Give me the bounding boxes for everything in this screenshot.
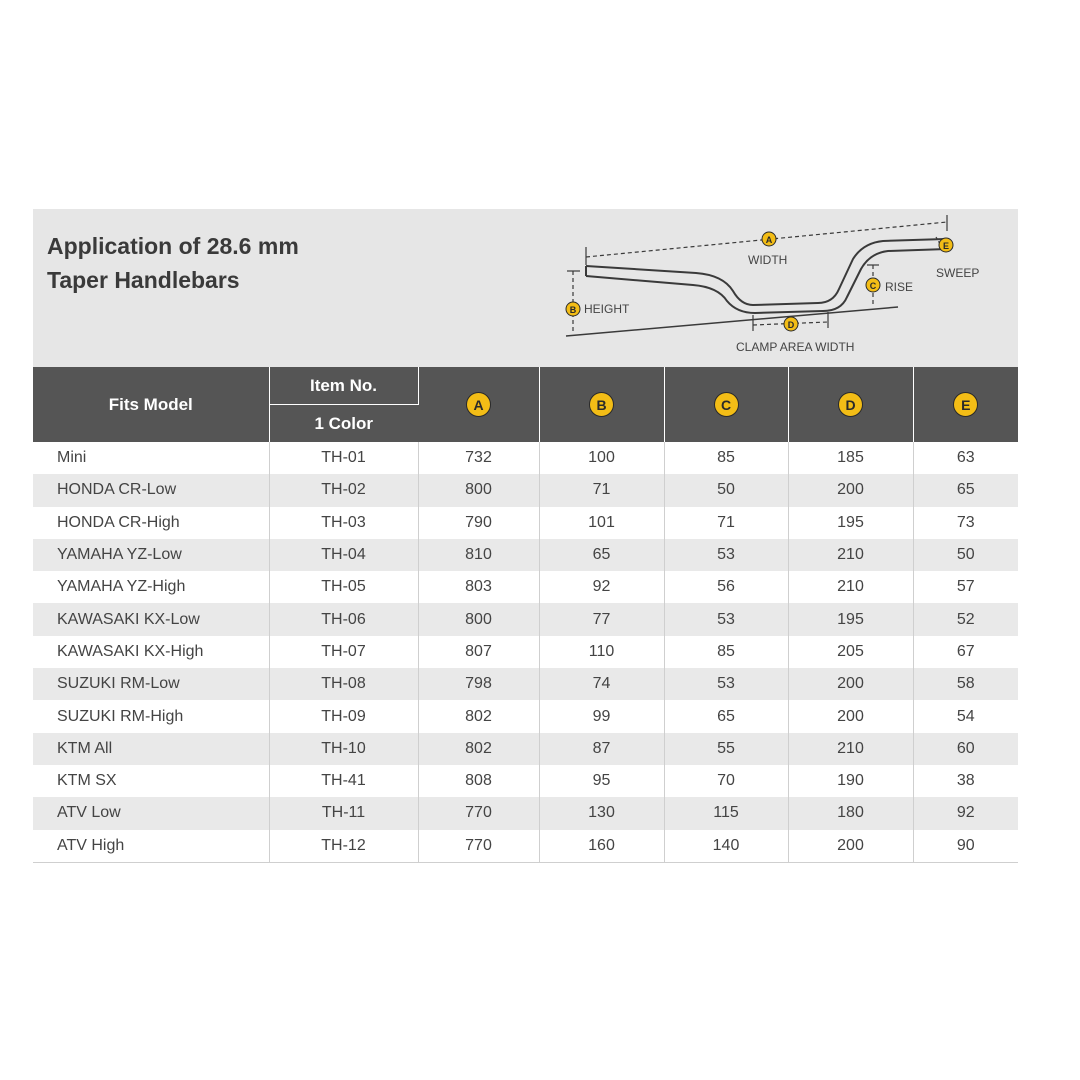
table-row — [33, 636, 1018, 668]
cell-b: 130 — [539, 797, 664, 829]
sweep-label: SWEEP — [936, 266, 980, 280]
cell-b: 92 — [539, 571, 664, 603]
badge-a-icon: A — [466, 392, 491, 417]
cell-item: TH-04 — [269, 539, 418, 571]
svg-text:E: E — [942, 241, 950, 251]
cell-a: 798 — [418, 668, 539, 700]
cell-item: TH-01 — [269, 442, 418, 474]
cell-model: HONDA CR-Low — [33, 474, 269, 506]
cell-e: 90 — [913, 830, 1018, 863]
cell-d: 195 — [788, 603, 913, 635]
cell-b: 74 — [539, 668, 664, 700]
cell-a: 803 — [418, 571, 539, 603]
cell-item: TH-03 — [269, 507, 418, 539]
handlebar-spec-table — [33, 367, 1018, 863]
cell-item: TH-10 — [269, 733, 418, 765]
cell-c: 70 — [664, 765, 788, 797]
cell-b: 77 — [539, 603, 664, 635]
cell-model: KTM SX — [33, 765, 269, 797]
cell-d: 185 — [788, 442, 913, 474]
cell-b: 110 — [539, 636, 664, 668]
badge-e-icon — [939, 238, 953, 252]
table-row — [33, 571, 1018, 603]
header-color: 1 Color — [269, 405, 418, 443]
cell-e: 54 — [913, 700, 1018, 732]
cell-e: 65 — [913, 474, 1018, 506]
cell-e: 57 — [913, 571, 1018, 603]
cell-model: YAMAHA YZ-Low — [33, 539, 269, 571]
cell-c: 140 — [664, 830, 788, 863]
cell-e: 58 — [913, 668, 1018, 700]
height-label: HEIGHT — [584, 302, 630, 316]
cell-a: 770 — [418, 797, 539, 829]
cell-a: 800 — [418, 603, 539, 635]
cell-c: 71 — [664, 507, 788, 539]
spec-sheet — [33, 209, 1018, 860]
badge-c-icon: C — [714, 392, 739, 417]
table-row — [33, 765, 1018, 797]
cell-item: TH-12 — [269, 830, 418, 863]
table-row — [33, 733, 1018, 765]
cell-a: 800 — [418, 474, 539, 506]
table-row — [33, 474, 1018, 506]
cell-b: 160 — [539, 830, 664, 863]
svg-text:D: D — [787, 320, 795, 330]
table-row — [33, 830, 1018, 863]
cell-e: 52 — [913, 603, 1018, 635]
cell-d: 200 — [788, 474, 913, 506]
cell-item: TH-02 — [269, 474, 418, 506]
cell-e: 38 — [913, 765, 1018, 797]
cell-c: 53 — [664, 603, 788, 635]
badge-d-icon — [784, 317, 798, 331]
cell-e: 60 — [913, 733, 1018, 765]
badge-d-icon: D — [838, 392, 863, 417]
cell-d: 180 — [788, 797, 913, 829]
table-row — [33, 539, 1018, 571]
cell-b: 101 — [539, 507, 664, 539]
cell-a: 802 — [418, 700, 539, 732]
cell-a: 810 — [418, 539, 539, 571]
cell-b: 87 — [539, 733, 664, 765]
table-row — [33, 668, 1018, 700]
cell-model: ATV High — [33, 830, 269, 863]
svg-text:A: A — [765, 235, 773, 245]
cell-c: 53 — [664, 668, 788, 700]
cell-a: 807 — [418, 636, 539, 668]
cell-e: 67 — [913, 636, 1018, 668]
cell-d: 200 — [788, 830, 913, 863]
cell-b: 71 — [539, 474, 664, 506]
cell-model: ATV Low — [33, 797, 269, 829]
cell-d: 200 — [788, 668, 913, 700]
rise-label: RISE — [885, 280, 914, 294]
title-line-1: Application of 28.6 mm — [47, 233, 299, 259]
cell-a: 732 — [418, 442, 539, 474]
badge-b-icon — [566, 302, 580, 316]
header-a — [418, 367, 539, 442]
cell-a: 802 — [418, 733, 539, 765]
cell-item: TH-07 — [269, 636, 418, 668]
handlebar-diagram — [33, 209, 1018, 367]
header-d — [788, 367, 913, 442]
cell-d: 190 — [788, 765, 913, 797]
clamp-label: CLAMP AREA WIDTH — [736, 340, 855, 354]
cell-item: TH-41 — [269, 765, 418, 797]
cell-c: 115 — [664, 797, 788, 829]
cell-b: 65 — [539, 539, 664, 571]
title-line-2: Taper Handlebars — [47, 267, 240, 293]
badge-b-icon: B — [589, 392, 614, 417]
cell-a: 808 — [418, 765, 539, 797]
cell-d: 210 — [788, 539, 913, 571]
cell-model: SUZUKI RM-Low — [33, 668, 269, 700]
cell-c: 56 — [664, 571, 788, 603]
badge-e-icon: E — [953, 392, 978, 417]
cell-d: 205 — [788, 636, 913, 668]
cell-c: 53 — [664, 539, 788, 571]
header-c — [664, 367, 788, 442]
cell-c: 85 — [664, 442, 788, 474]
cell-model: KTM All — [33, 733, 269, 765]
header-fits-model: Fits Model — [33, 367, 269, 442]
header-e — [913, 367, 1018, 442]
cell-d: 195 — [788, 507, 913, 539]
cell-model: KAWASAKI KX-High — [33, 636, 269, 668]
cell-b: 100 — [539, 442, 664, 474]
table-body — [33, 442, 1018, 862]
cell-model: KAWASAKI KX-Low — [33, 603, 269, 635]
cell-b: 99 — [539, 700, 664, 732]
cell-c: 85 — [664, 636, 788, 668]
table-row — [33, 507, 1018, 539]
cell-a: 770 — [418, 830, 539, 863]
header-item-no: Item No. — [269, 367, 418, 405]
table-row — [33, 603, 1018, 635]
cell-item: TH-05 — [269, 571, 418, 603]
cell-d: 210 — [788, 571, 913, 603]
cell-item: TH-09 — [269, 700, 418, 732]
header-b — [539, 367, 664, 442]
table-row — [33, 700, 1018, 732]
cell-model: SUZUKI RM-High — [33, 700, 269, 732]
table-row — [33, 442, 1018, 474]
cell-b: 95 — [539, 765, 664, 797]
svg-text:C: C — [869, 281, 877, 291]
handlebar-outline — [586, 239, 952, 313]
cell-d: 200 — [788, 700, 913, 732]
badge-a-icon — [762, 232, 776, 246]
cell-model: HONDA CR-High — [33, 507, 269, 539]
cell-model: YAMAHA YZ-High — [33, 571, 269, 603]
cell-item: TH-08 — [269, 668, 418, 700]
table-row — [33, 797, 1018, 829]
cell-c: 65 — [664, 700, 788, 732]
cell-d: 210 — [788, 733, 913, 765]
cell-e: 63 — [913, 442, 1018, 474]
cell-a: 790 — [418, 507, 539, 539]
cell-c: 55 — [664, 733, 788, 765]
cell-item: TH-06 — [269, 603, 418, 635]
svg-text:B: B — [569, 305, 577, 315]
cell-e: 73 — [913, 507, 1018, 539]
badge-c-icon — [866, 278, 880, 292]
cell-e: 50 — [913, 539, 1018, 571]
cell-e: 92 — [913, 797, 1018, 829]
cell-item: TH-11 — [269, 797, 418, 829]
cell-model: Mini — [33, 442, 269, 474]
width-label: WIDTH — [748, 253, 788, 267]
sheet-header — [33, 209, 1018, 367]
cell-c: 50 — [664, 474, 788, 506]
